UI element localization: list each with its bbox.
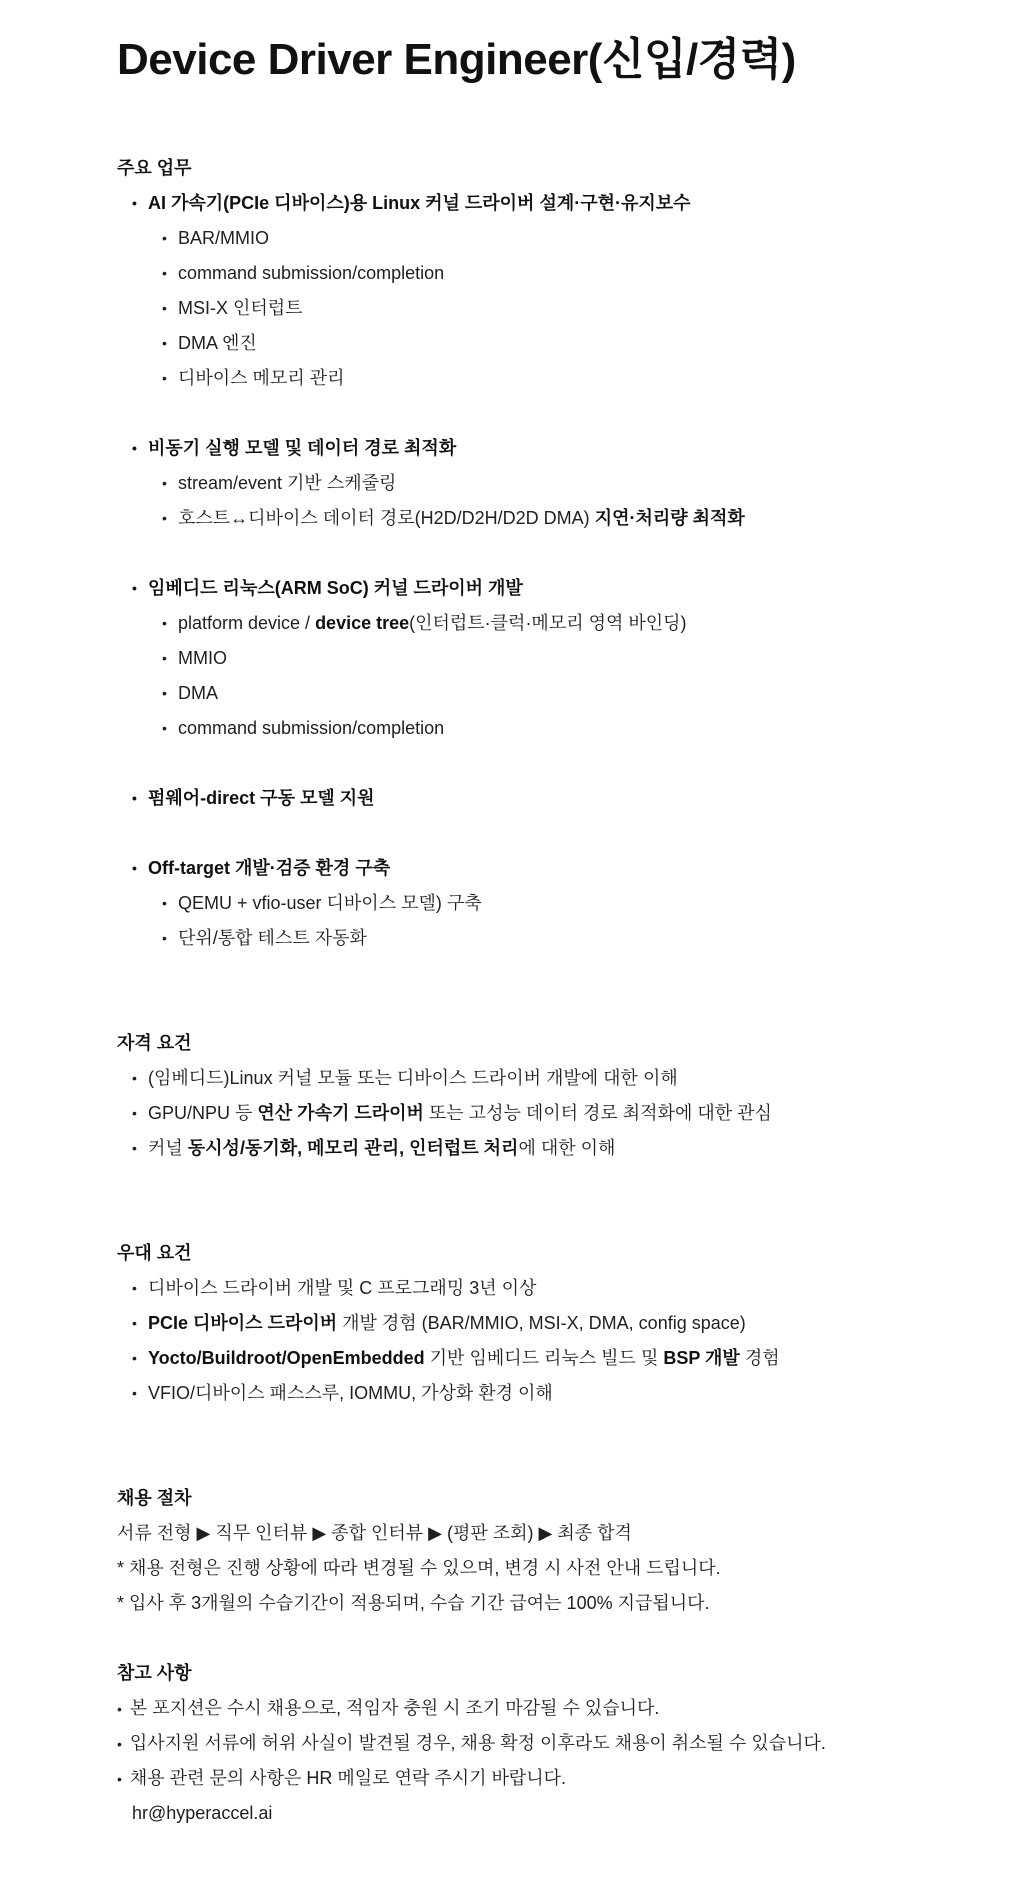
duty-sub-item — [178, 505, 745, 531]
duty-sub-item: • DMA — [178, 680, 218, 706]
preferred-item: • VFIO/디바이스 패스스루, IOMMU, 가상화 환경 이해 — [148, 1380, 553, 1406]
preferred-item — [148, 1310, 746, 1336]
preferred-emphasis: Yocto/Buildroot/OpenEmbedded — [148, 1348, 425, 1368]
requirements-heading: 자격 요건 — [117, 1033, 192, 1053]
requirement-text: 에 대한 이해 — [518, 1138, 616, 1158]
process-steps: 서류 전형 ▶ 직무 인터뷰 ▶ 종합 인터뷰 ▶ (평판 조회) ▶ 최종 합격 — [117, 1523, 632, 1543]
duty-sub-item: • MSI-X 인터럽트 — [178, 295, 303, 321]
duty-sub-item: • QEMU + vfio-user 디바이스 모델) 구축 — [178, 890, 482, 916]
process-note: * 입사 후 3개월의 수습기간이 적용되며, 수습 기간 급여는 100% 지급됩니다. — [117, 1593, 710, 1613]
duty-sub-text: platform device / — [178, 613, 316, 633]
requirement-emphasis: 동시성/동기화 — [187, 1138, 298, 1158]
preferred-emphasis: BSP 개발 — [663, 1348, 740, 1368]
preferred-item: • 디바이스 드라이버 개발 및 C 프로그래밍 3년 이상 — [148, 1275, 536, 1301]
duty-sub-item: • command submission/completion — [178, 715, 444, 741]
requirement-emphasis: 메모리 관리 — [307, 1138, 400, 1158]
note-item: • 본 포지션은 수시 채용으로, 적임자 충원 시 조기 마감될 수 있습니다. — [117, 1695, 659, 1722]
duty-sub-item — [178, 610, 687, 636]
preferred-item — [148, 1345, 780, 1371]
requirement-emphasis: 인터럽트 처리 — [409, 1138, 519, 1158]
requirement-separator: , — [399, 1138, 410, 1158]
page-title: Device Driver Engineer(신입/경력) — [117, 35, 796, 84]
requirement-item — [148, 1100, 772, 1126]
note-item: • 채용 관련 문의 사항은 HR 메일로 연락 주시기 바랍니다. — [117, 1765, 566, 1792]
duty-offtarget-env: • Off-target 개발·검증 환경 구축 — [148, 855, 390, 881]
requirement-separator: , — [297, 1138, 308, 1158]
requirement-item: • (임베디드)Linux 커널 모듈 또는 디바이스 드라이버 개발에 대한 이해 — [148, 1065, 678, 1091]
duties-heading: 주요 업무 — [117, 158, 192, 178]
requirement-item — [148, 1135, 615, 1161]
requirement-emphasis: 연산 가속기 드라이버 — [257, 1103, 424, 1123]
preferred-text: 기반 임베디드 리눅스 빌드 및 — [424, 1348, 664, 1368]
duty-embedded-linux: • 임베디드 리눅스(ARM SoC) 커널 드라이버 개발 — [148, 575, 523, 601]
preferred-text: 경험 — [739, 1348, 780, 1368]
requirement-text: 커널 — [148, 1138, 188, 1158]
duty-sub-text: 호스트↔디바이스 데이터 경로(H2D/D2H/D2D DMA) — [178, 508, 595, 528]
notes-heading: 참고 사항 — [117, 1663, 192, 1683]
duty-sub-emphasis: 지연·처리량 최적화 — [594, 508, 745, 528]
duty-sub-item: • DMA 엔진 — [178, 330, 257, 356]
duty-firmware-direct: • 펌웨어-direct 구동 모델 지원 — [148, 785, 375, 811]
duty-sub-item: • command submission/completion — [178, 260, 444, 286]
duty-sub-item: • BAR/MMIO — [178, 225, 269, 251]
requirement-text: GPU/NPU 등 — [148, 1103, 258, 1123]
duty-sub-item: • MMIO — [178, 645, 227, 671]
note-item: • 입사지원 서류에 허위 사실이 발견될 경우, 채용 확정 이후라도 채용이 취소될 수 있습니다. — [117, 1730, 826, 1757]
requirement-text: 또는 고성능 데이터 경로 최적화에 대한 관심 — [423, 1103, 772, 1123]
duty-sub-item: • stream/event 기반 스케줄링 — [178, 470, 396, 496]
duty-sub-item: • 단위/통합 테스트 자동화 — [178, 925, 367, 951]
preferred-heading: 우대 요건 — [117, 1243, 192, 1263]
duty-async-optimization: • 비동기 실행 모델 및 데이터 경로 최적화 — [148, 435, 456, 461]
process-note: * 채용 전형은 진행 상황에 따라 변경될 수 있으며, 변경 시 사전 안내 드립니다. — [117, 1558, 721, 1578]
duty-sub-item: • 디바이스 메모리 관리 — [178, 365, 345, 391]
contact-email[interactable]: hr@hyperaccel.ai — [132, 1803, 273, 1823]
duty-ai-accelerator: • AI 가속기(PCIe 디바이스)용 Linux 커널 드라이버 설계·구현·유지보수 — [148, 190, 691, 216]
process-heading: 채용 절차 — [117, 1488, 192, 1508]
duty-sub-text: (인터럽트·클럭·메모리 영역 바인딩) — [409, 613, 687, 633]
preferred-emphasis: PCIe 디바이스 드라이버 — [148, 1313, 338, 1333]
duty-sub-emphasis: device tree — [315, 613, 410, 633]
preferred-text: 개발 경험 (BAR/MMIO, MSI-X, DMA, config space) — [337, 1313, 746, 1333]
